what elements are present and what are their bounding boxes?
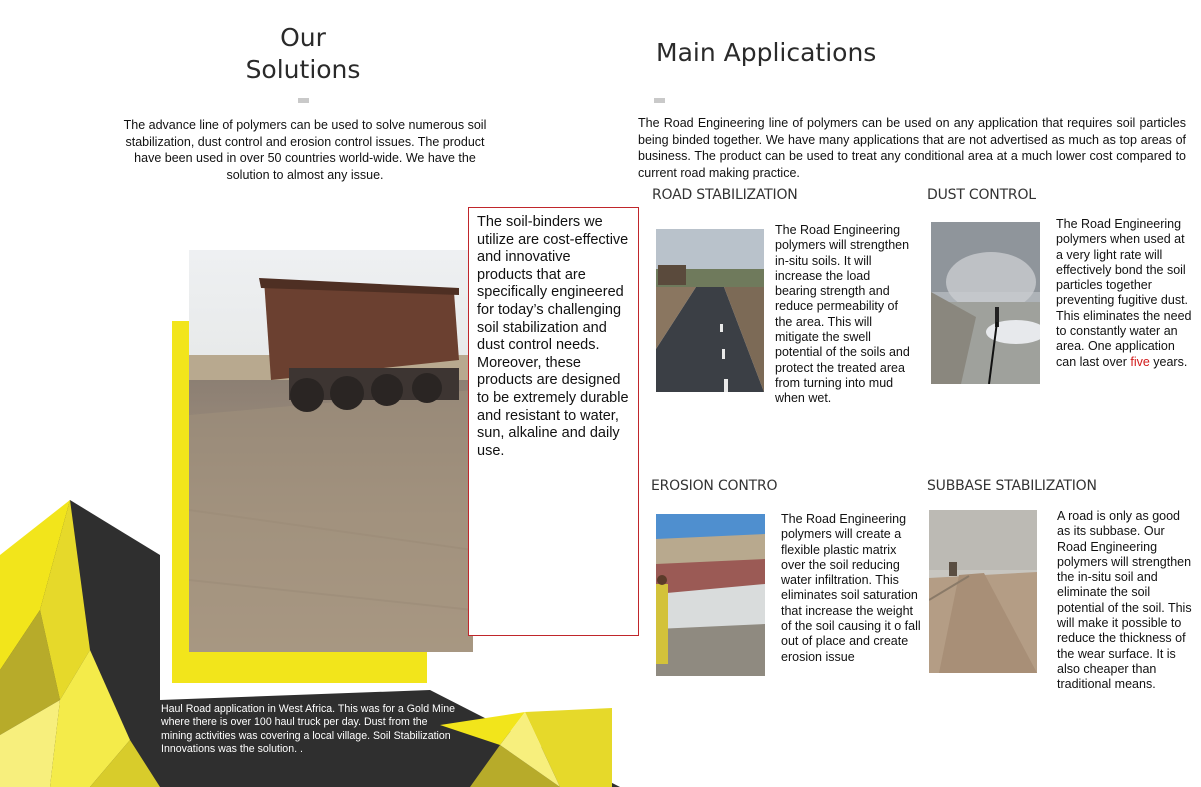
- dust-control-text: [1056, 217, 1194, 370]
- haul-truck-photo: [189, 250, 473, 652]
- subbase-stabilization-photo: [929, 510, 1037, 673]
- dust-control-highlight: five: [1130, 354, 1150, 369]
- dust-control-text-main: The Road Engineering polymers when used at a very light rate will effectively bond the soil particles together preventing fugitive dust. This eliminates the need to constantly water an area. One application can last over: [1056, 217, 1192, 369]
- applications-intro: The Road Engineering line of polymers can be used on any application that requires soil particles being binded together. We have many applications that are not advertised as much as top areas of business. The product can be used to treat any conditional area at a much lower cost compared to current road making practice.: [638, 116, 1186, 180]
- solutions-title-line2: Solutions: [245, 55, 361, 84]
- soil-binders-box: The soil-binders we utilize are cost-effective and innovative products that are specifically engineered for today’s challenging soil stabilization and dust control needs. Moreover, these products are designed to be extremely durable and resistant to water, sun, alkaline and daily use.: [468, 207, 639, 636]
- dust-control-photo: [931, 222, 1040, 384]
- applications-underline: [654, 98, 665, 103]
- road-stabilization-photo: [656, 229, 764, 392]
- applications-title: Main Applications: [656, 38, 877, 67]
- road-stabilization-text: The Road Engineering polymers will strengthen in-situ soils. It will increase the load bearing strength and reduce permeability of the area. This will mitigate the swell potential of the soils and protect the treated area from turning into mud when wet.: [775, 223, 910, 406]
- subbase-stabilization-title: SUBBASE STABILIZATION: [927, 478, 1097, 494]
- subbase-stabilization-text: A road is only as good as its subbase. Our Road Engineering polymers will strengthen the in-situ soil and eliminate the soil potential of the soil. This will make it possible to reduce the thickness of the wear surface. It is also cheaper than traditional means.: [1057, 509, 1192, 692]
- haul-road-caption: Haul Road application in West Africa. This was for a Gold Mine where there is over 100 haul truck per day. Dust from the mining activities was covering a local village. Soil Stabilization Innovations was the solution. .: [161, 703, 456, 755]
- title-underline: [298, 98, 309, 103]
- road-stabilization-title: ROAD STABILIZATION: [652, 187, 798, 203]
- erosion-control-text: The Road Engineering polymers will create a flexible plastic matrix over the soil reducing water infiltration. This eliminates soil saturation that increase the weight of the soil causing it o fall out of place and create erosion issue: [781, 512, 921, 664]
- dust-control-title: DUST CONTROL: [927, 187, 1036, 203]
- dust-control-text-end: years.: [1149, 354, 1188, 369]
- erosion-control-title: EROSION CONTRO: [651, 478, 778, 494]
- solutions-intro: The advance line of polymers can be used to solve numerous soil stabilization, dust control and erosion control issues. The product have been used in over 50 countries world-wide. We have the solution to almost any issue.: [123, 118, 487, 182]
- erosion-control-photo: [656, 514, 765, 676]
- solutions-title-line1: Our: [280, 23, 326, 52]
- solutions-heading: [230, 22, 376, 86]
